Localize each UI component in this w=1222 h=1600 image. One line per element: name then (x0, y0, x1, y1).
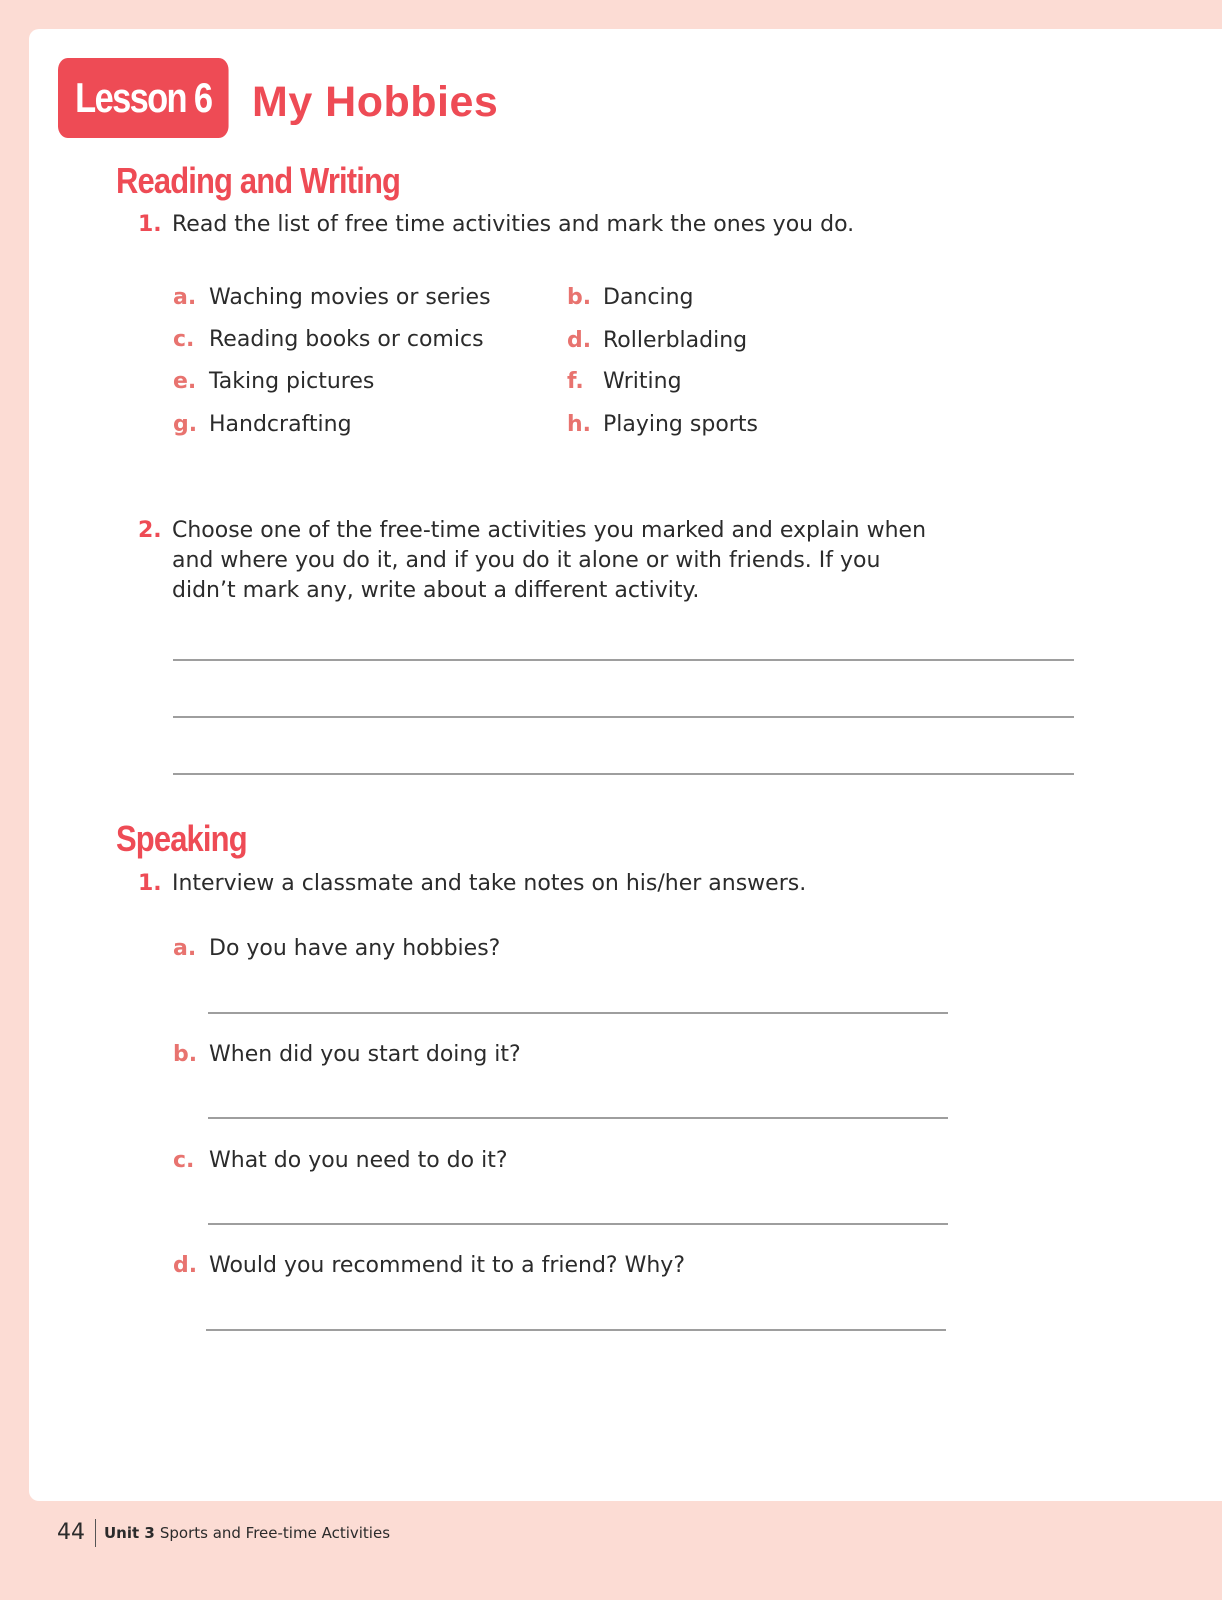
item-letter: b. (567, 285, 592, 310)
item-text: Do you have any hobbies? (209, 936, 501, 961)
activity-item[interactable] (173, 285, 491, 310)
item-text: Writing (603, 369, 682, 394)
activity-item[interactable] (173, 369, 374, 394)
item-letter: d. (173, 1253, 198, 1278)
item-text: Rollerblading (603, 328, 748, 353)
item-letter: f. (567, 369, 584, 394)
writing-line[interactable] (173, 716, 1074, 718)
item-text: Playing sports (603, 412, 758, 437)
activity-item[interactable] (173, 327, 484, 352)
item-text: Taking pictures (209, 369, 375, 394)
item-text: What do you need to do it? (209, 1148, 508, 1173)
item-letter: h. (567, 412, 592, 437)
page-number: 44 (57, 1519, 96, 1547)
interview-question (173, 1042, 521, 1067)
item-letter: c. (173, 327, 195, 352)
activity-item[interactable] (567, 412, 758, 437)
item-text: Waching movies or series (209, 285, 491, 310)
answer-line[interactable] (208, 1223, 948, 1225)
lesson-badge: Lesson 6 (58, 58, 229, 138)
interview-question (173, 1148, 508, 1173)
writing-line[interactable] (173, 773, 1074, 775)
item-letter: g. (173, 412, 198, 437)
lesson-title: My Hobbies (252, 78, 499, 126)
answer-line[interactable] (208, 1012, 948, 1014)
activity-item[interactable] (567, 285, 693, 310)
task-instruction: Interview a classmate and take notes on his/her answers. (172, 871, 807, 896)
unit-label: Unit 3 (104, 1524, 155, 1542)
item-letter: b. (173, 1042, 198, 1067)
worksheet-page (29, 29, 1222, 1501)
reading-task-2 (138, 516, 926, 606)
item-letter: d. (567, 328, 592, 353)
interview-question (173, 936, 500, 961)
writing-line[interactable] (173, 659, 1074, 661)
task-instruction: Read the list of free time activities and mark the ones you do. (172, 212, 855, 237)
activity-item[interactable] (567, 328, 747, 353)
instruction-line: Choose one of the free-time activities you marked and explain when (172, 518, 927, 543)
activity-item[interactable] (567, 369, 682, 394)
item-letter: c. (173, 1148, 195, 1173)
answer-line[interactable] (208, 1117, 948, 1119)
item-text: Reading books or comics (209, 327, 484, 352)
item-text: Would you recommend it to a friend? Why? (209, 1253, 685, 1278)
item-text: Dancing (603, 285, 694, 310)
item-text: When did you start doing it? (209, 1042, 521, 1067)
unit-title: Sports and Free-time Activities (159, 1524, 391, 1542)
item-letter: a. (173, 936, 197, 961)
item-letter: a. (173, 285, 197, 310)
task-instruction (172, 516, 926, 606)
task-number: 2. (138, 518, 162, 543)
answer-line[interactable] (206, 1329, 946, 1331)
instruction-line: didn’t mark any, write about a different activity. (172, 578, 700, 603)
reading-task-1 (138, 210, 854, 240)
activity-item[interactable] (173, 412, 352, 437)
task-number: 1. (138, 871, 162, 896)
page-footer (57, 1519, 390, 1547)
interview-question (173, 1253, 685, 1278)
speaking-task-1 (138, 869, 806, 899)
item-text: Handcrafting (209, 412, 352, 437)
task-number: 1. (138, 212, 162, 237)
instruction-line: and where you do it, and if you do it alone or with friends. If you (172, 548, 881, 573)
section-title-reading-writing: Reading and Writing (116, 160, 401, 201)
section-title-speaking: Speaking (116, 818, 247, 859)
item-letter: e. (173, 369, 197, 394)
